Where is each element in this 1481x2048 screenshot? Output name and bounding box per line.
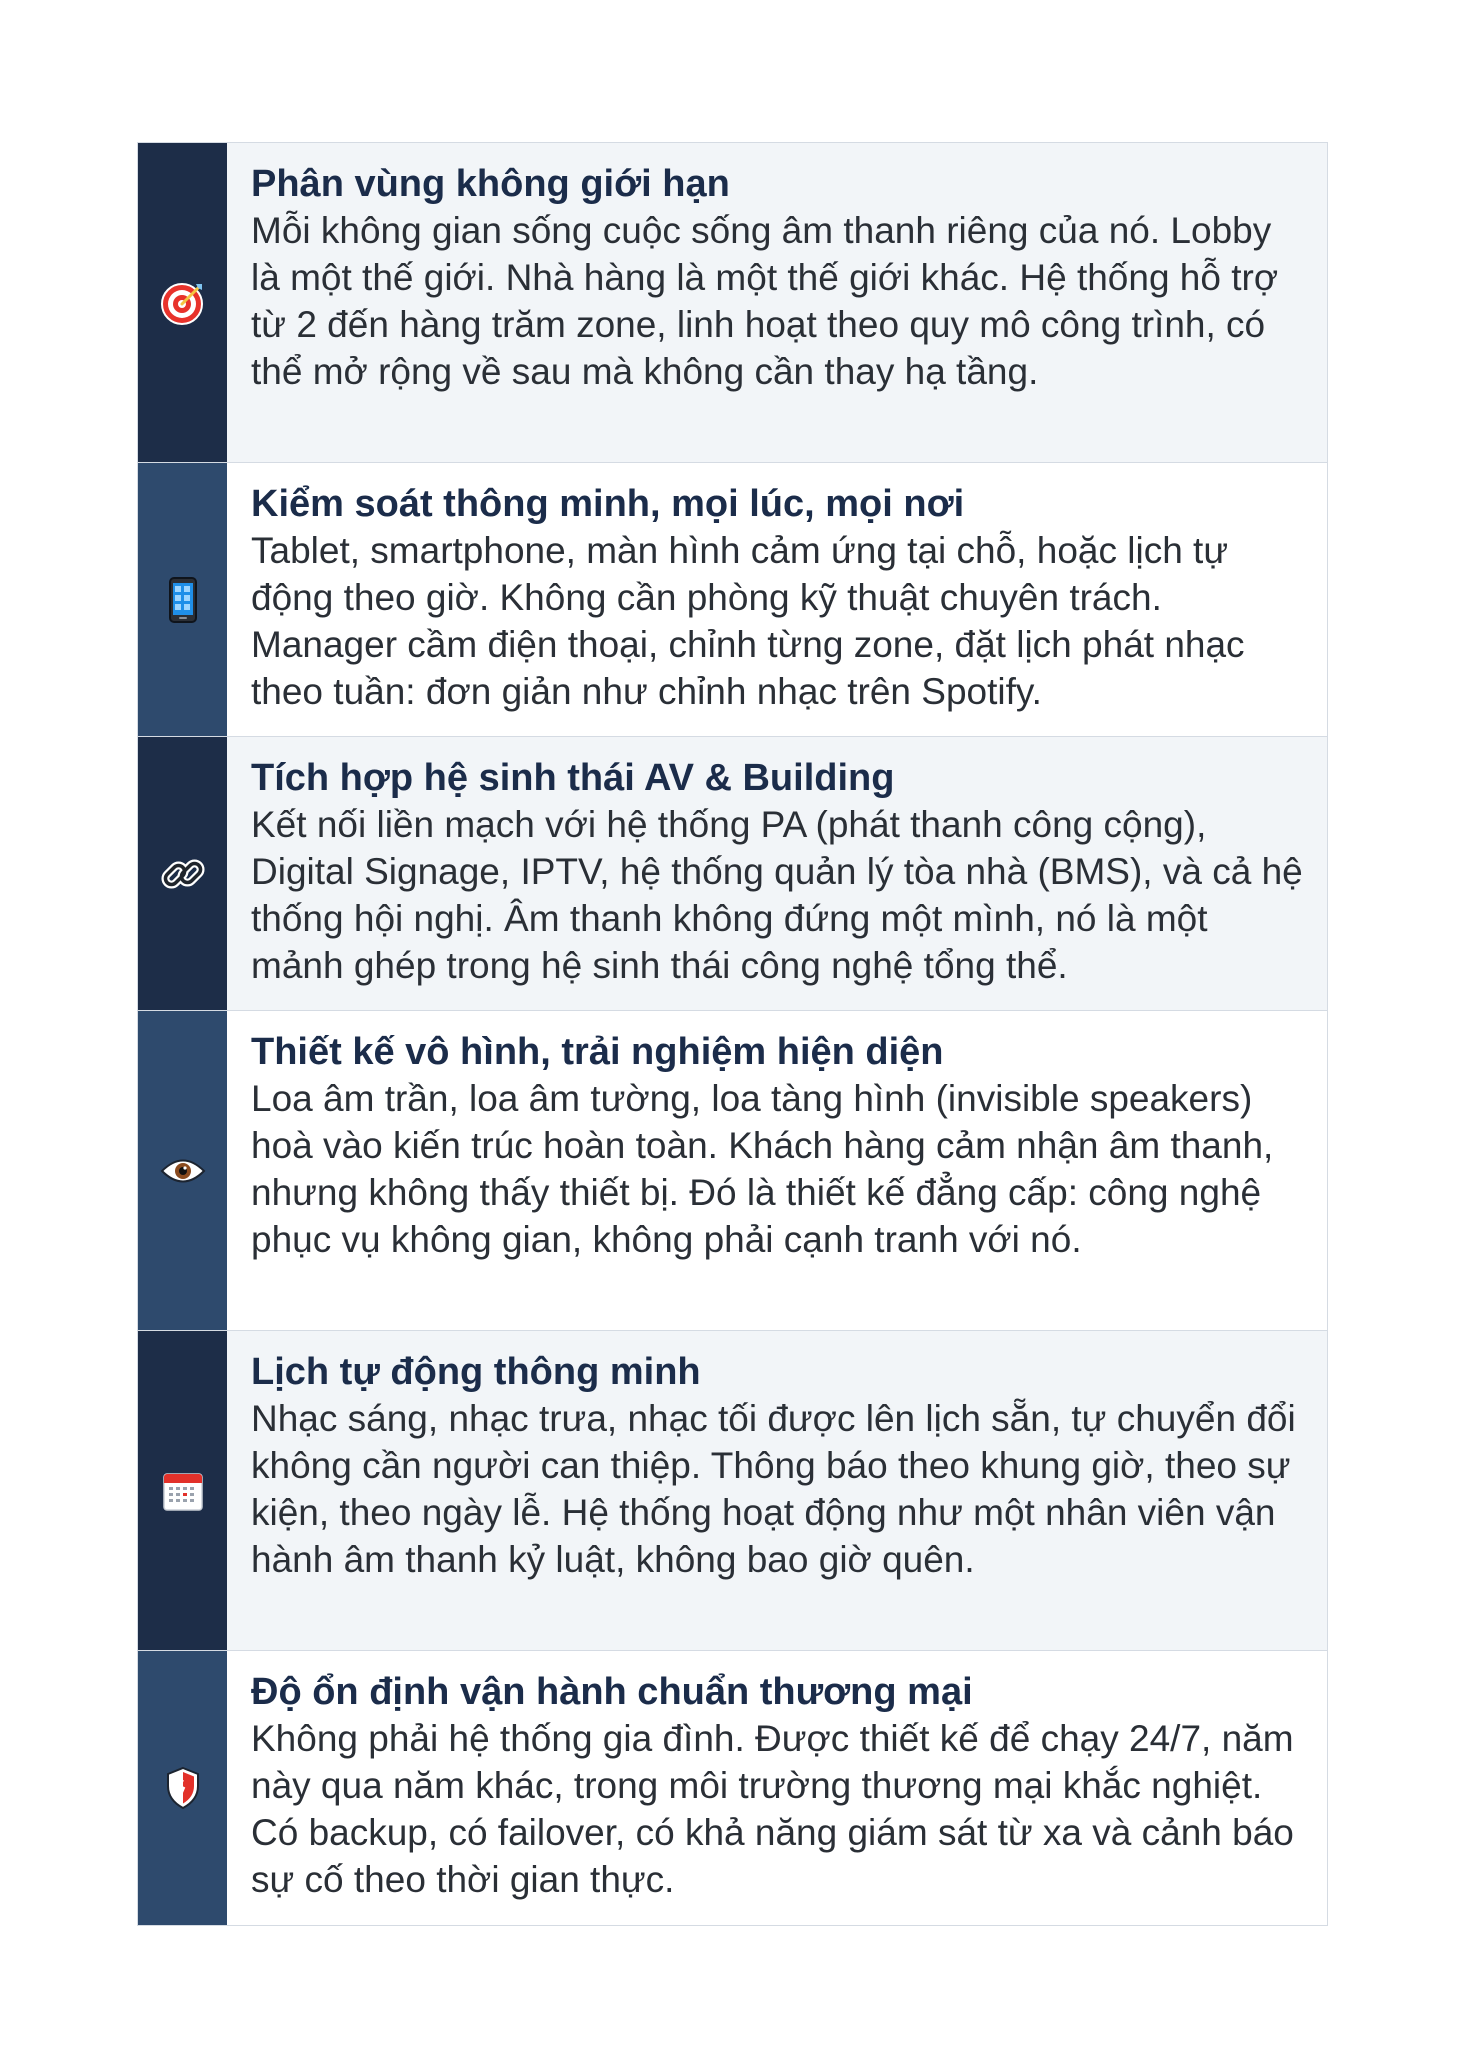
feature-text	[227, 1651, 1327, 1925]
feature-row	[138, 737, 1327, 1011]
feature-text	[227, 737, 1327, 1010]
feature-description: Tablet, smartphone, màn hình cảm ứng tại chỗ, hoặc lịch tự động theo giờ. Không cần phòng kỹ thuật chuyên trách. Manager cầm điện thoại, chỉnh từng zone, đặt lịch phát nhạc theo tuần: đơn giản như chỉnh nhạc trên Spotify.	[251, 530, 1245, 712]
icon-cell	[138, 463, 227, 736]
icon-cell	[138, 1011, 227, 1330]
feature-title: Kiểm soát thông minh, mọi lúc, mọi nơi	[251, 483, 965, 525]
icon-cell	[138, 1331, 227, 1650]
feature-row	[138, 1651, 1327, 1925]
feature-title: Độ ổn định vận hành chuẩn thương mại	[251, 1671, 973, 1713]
eye-icon	[160, 1156, 206, 1186]
feature-title: Phân vùng không giới hạn	[251, 163, 730, 205]
feature-table	[137, 142, 1328, 1926]
feature-text	[227, 1331, 1327, 1650]
feature-row	[138, 1331, 1327, 1651]
icon-cell	[138, 737, 227, 1010]
feature-description: Kết nối liền mạch với hệ thống PA (phát thanh công cộng), Digital Signage, IPTV, hệ thống quản lý tòa nhà (BMS), và cả hệ thống hội nghị. Âm thanh không đứng một mình, nó là một mảnh ghép trong hệ sinh thái công nghệ tổng thể.	[251, 804, 1303, 986]
link-icon	[160, 851, 206, 897]
target-icon	[160, 280, 206, 326]
feature-description: Không phải hệ thống gia đình. Được thiết kế để chạy 24/7, năm này qua năm khác, trong môi trường thương mại khắc nghiệt. Có backup, có failover, có khả năng giám sát từ xa và cảnh báo sự cố theo thời gian thực.	[251, 1718, 1294, 1900]
feature-title: Thiết kế vô hình, trải nghiệm hiện diện	[251, 1031, 944, 1073]
feature-text	[227, 1011, 1327, 1330]
feature-description: Loa âm trần, loa âm tường, loa tàng hình (invisible speakers) hoà vào kiến trúc hoàn toàn. Khách hàng cảm nhận âm thanh, nhưng không thấy thiết bị. Đó là thiết kế đẳng cấp: công nghệ phục vụ không gian, không phải cạnh tranh với nó.	[251, 1078, 1274, 1260]
feature-description: Mỗi không gian sống cuộc sống âm thanh riêng của nó. Lobby là một thế giới. Nhà hàng là một thế giới khác. Hệ thống hỗ trợ từ 2 đến hàng trăm zone, linh hoạt theo quy mô công trình, có thể mở rộng về sau mà không cần thay hạ tầng.	[251, 210, 1279, 392]
smartphone-icon	[168, 577, 198, 623]
feature-row	[138, 143, 1327, 463]
feature-row	[138, 1011, 1327, 1331]
feature-title: Lịch tự động thông minh	[251, 1351, 701, 1393]
feature-description: Nhạc sáng, nhạc trưa, nhạc tối được lên lịch sẵn, tự chuyển đổi không cần người can thiệp. Thông báo theo khung giờ, theo sự kiện, theo ngày lễ. Hệ thống hoạt động như một nhân viên vận hành âm thanh kỷ luật, không bao giờ quên.	[251, 1398, 1296, 1580]
icon-cell	[138, 143, 227, 462]
feature-title: Tích hợp hệ sinh thái AV & Building	[251, 757, 895, 799]
feature-text	[227, 143, 1327, 462]
shield-icon	[165, 1766, 201, 1810]
calendar-icon	[162, 1470, 204, 1512]
icon-cell	[138, 1651, 227, 1925]
feature-row	[138, 463, 1327, 737]
feature-text	[227, 463, 1327, 736]
